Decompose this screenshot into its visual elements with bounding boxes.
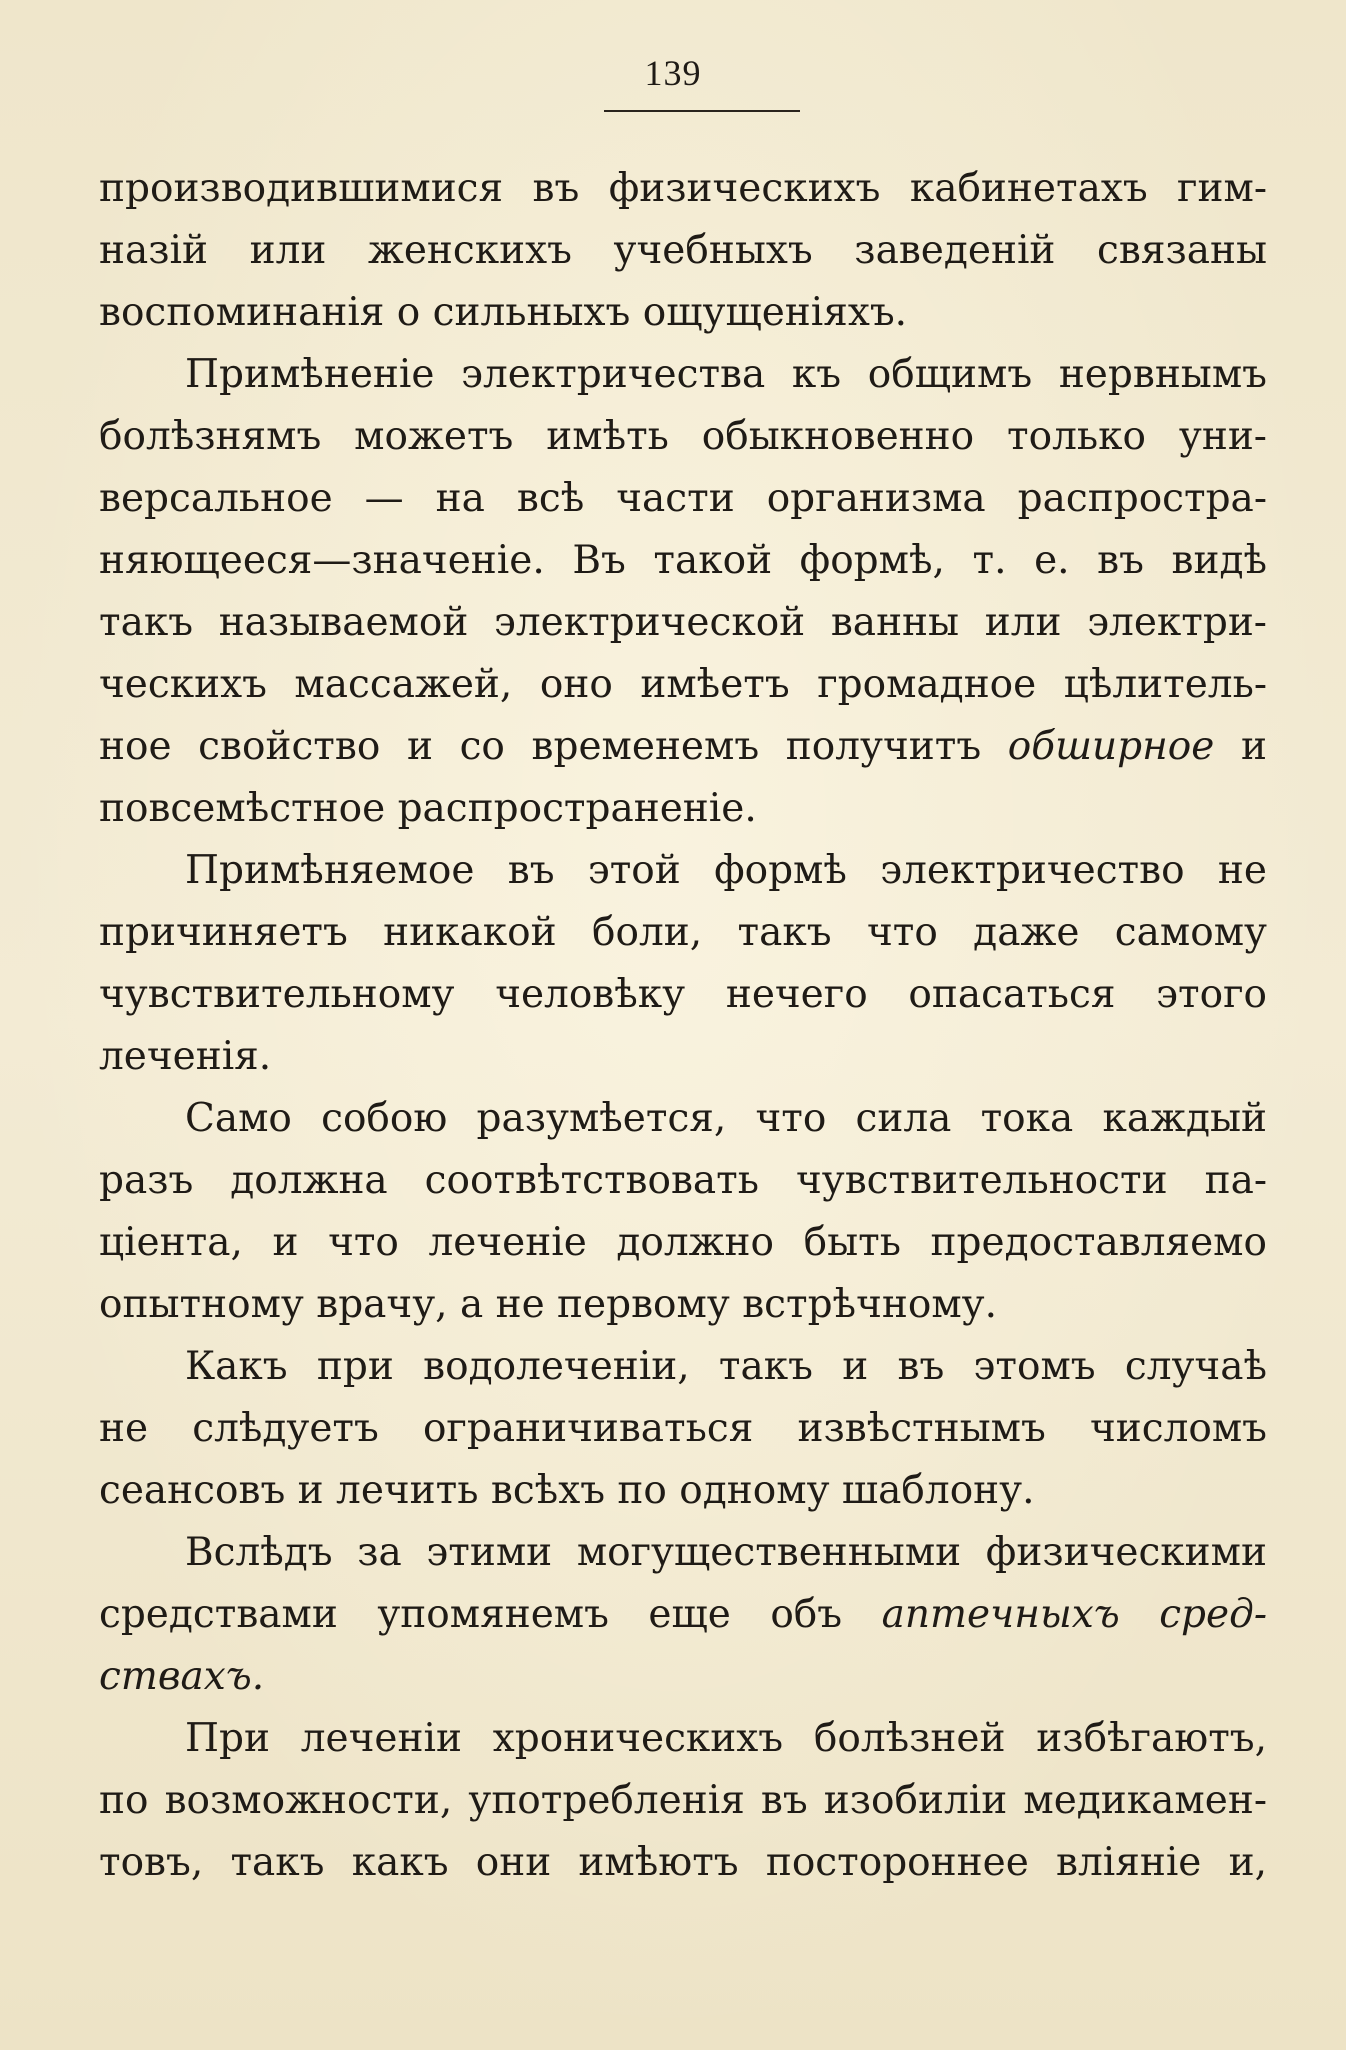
body-text (99, 158, 1267, 1894)
text-line: товъ, такъ какъ они имѣютъ постороннее вліяніе и, (99, 1840, 1267, 1885)
text-line-with-italic (99, 1584, 1267, 1646)
text-line: версальное — на всѣ части организма распростра- (99, 476, 1267, 521)
text-line: повсемѣстное распространеніе. (99, 786, 757, 831)
text-line: сеансовъ и лечить всѣхъ по одному шаблону. (99, 1468, 1035, 1513)
text-line: причиняетъ никакой боли, такъ что даже самому (99, 910, 1267, 955)
text-line: такъ называемой электрической ванны или электри- (99, 600, 1267, 645)
text-line: болѣзнямъ можетъ имѣть обыкновенно только уни- (99, 414, 1267, 459)
text-segment: и (1241, 724, 1267, 769)
text-line: ціента, и что леченіе должно быть предоставляемо (99, 1220, 1267, 1265)
italic-term: аптечныхъ сред- (881, 1592, 1267, 1637)
text-line: чувствительному человѣку нечего опасаться этого (99, 972, 1267, 1017)
header-rule (604, 110, 800, 112)
text-line: Примѣненіе электричества къ общимъ нервнымъ (185, 352, 1267, 397)
text-line: воспоминанія о сильныхъ ощущеніяхъ. (99, 290, 908, 335)
text-line: няющееся—значеніе. Въ такой формѣ, т. е. въ видѣ (99, 538, 1267, 583)
text-line: по возможности, употребленія въ изобиліи медикамен- (99, 1778, 1267, 1823)
text-line: ческихъ массажей, оно имѣетъ громадное цѣлитель- (99, 662, 1267, 707)
text-line: назій или женскихъ учебныхъ заведеній связаны (99, 228, 1267, 273)
text-line: производившимися въ физическихъ кабинетахъ гим- (99, 166, 1267, 211)
page-number: 139 (644, 53, 702, 93)
italic-term: обширное (1007, 724, 1215, 769)
text-line: Примѣняемое въ этой формѣ электричество не (185, 848, 1267, 893)
text-line: Вслѣдъ за этими могущественными физическими (185, 1530, 1267, 1575)
text-line: опытному врачу, а не первому встрѣчному. (99, 1282, 998, 1327)
text-line: не слѣдуетъ ограничиваться извѣстнымъ числомъ (99, 1406, 1267, 1451)
text-line (99, 1646, 1267, 1708)
text-line: Какъ при водолеченіи, такъ и въ этомъ случаѣ (185, 1344, 1267, 1389)
text-line-with-italic (99, 716, 1267, 778)
text-line: разъ должна соотвѣтствовать чувствительности па- (99, 1158, 1267, 1203)
text-line: леченія. (99, 1034, 272, 1079)
italic-term: ствахъ. (99, 1654, 265, 1699)
text-segment: ное свойство и со временемъ получитъ (99, 724, 982, 769)
text-line: При леченіи хроническихъ болѣзней избѣгаютъ, (185, 1716, 1267, 1761)
text-segment: средствами упомянемъ еще объ (99, 1592, 843, 1637)
text-line: Само собою разумѣется, что сила тока каждый (185, 1096, 1267, 1141)
